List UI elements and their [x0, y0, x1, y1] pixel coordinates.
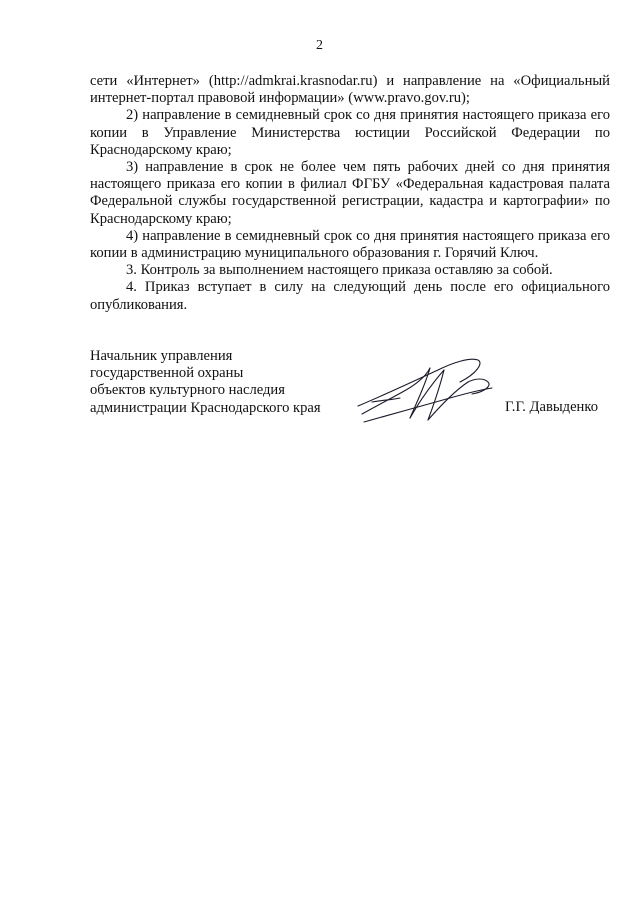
signer-position-line: государственной охраны: [90, 365, 244, 382]
signer-position-line: объектов культурного наследия: [90, 382, 285, 399]
paragraph-effective-date-clause: 4. Приказ вступает в силу на следующий день после его официального опубликования.: [90, 279, 610, 313]
signer-name: Г.Г. Давыденко: [505, 399, 599, 415]
paragraph-continuation: сети «Интернет» (http://admkrai.krasnodar.ru) и направление на «Официальный интернет-портал правовой информации» (www.pravo.gov.ru);: [90, 73, 610, 107]
paragraph-control-clause: 3. Контроль за выполнением настоящего приказа оставляю за собой.: [126, 262, 553, 279]
paragraph-item-3: 3) направление в срок не более чем пять рабочих дней со дня принятия настоящего приказа его копии в филиал ФГБУ «Федеральная кадастровая палата Федеральной службы государственной регистрации, кадастра и картографии» по Краснодарскому краю;: [90, 159, 610, 227]
page-number: 2: [316, 38, 323, 53]
handwritten-signature: [352, 348, 502, 428]
signer-position-line: Начальник управления: [90, 348, 233, 364]
signature-block: [90, 348, 630, 428]
paragraph-item-2: 2) направление в семидневный срок со дня принятия настоящего приказа его копии в Управление Министерства юстиции Российской Федерации по Краснодарскому краю;: [90, 107, 610, 158]
order-body-text: [90, 73, 610, 314]
signer-position-line: администрации Краснодарского края: [90, 399, 321, 416]
paragraph-item-4: 4) направление в семидневный срок со дня принятия настоящего приказа его копии в администрацию муниципального образования г. Горячий Ключ.: [90, 227, 610, 262]
signer-position: [90, 348, 321, 417]
